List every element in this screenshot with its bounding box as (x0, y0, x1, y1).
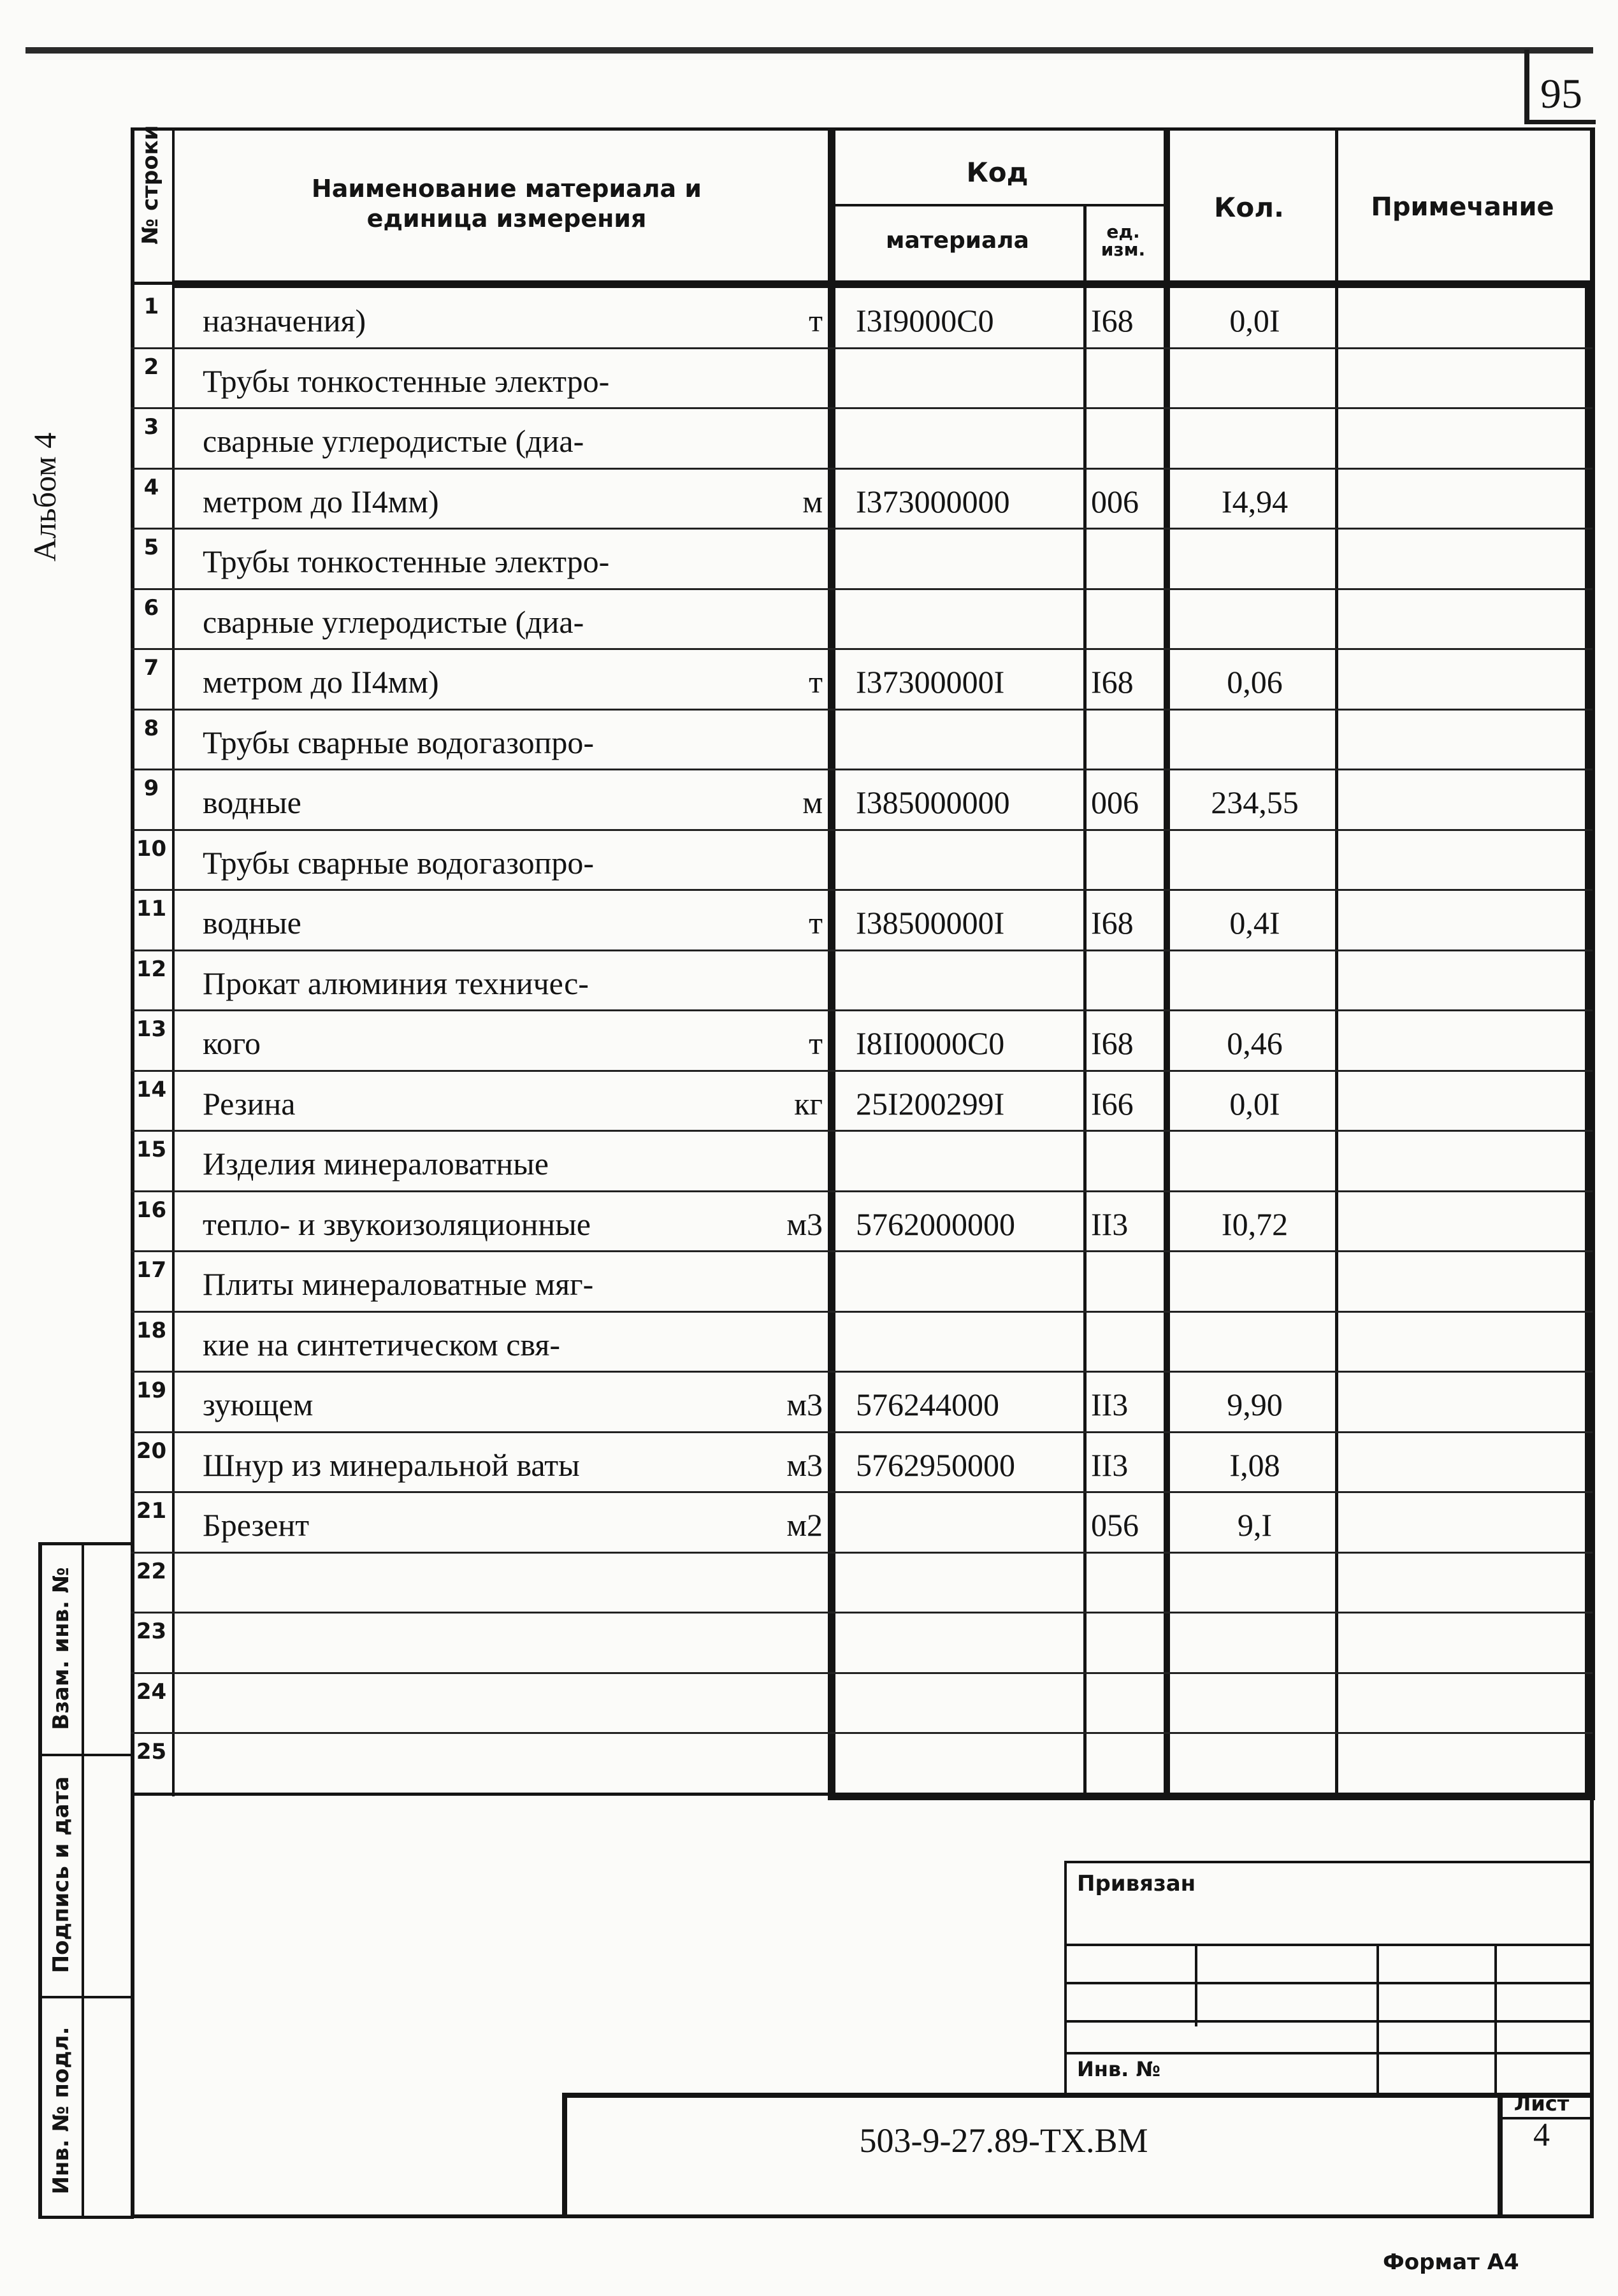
material-code: 5762950000 (856, 1447, 1015, 1483)
sheet-number: 95 (1540, 71, 1582, 117)
header-code-material: материала (886, 227, 1029, 254)
row-number: 23 (136, 1619, 167, 1644)
row-line (131, 648, 1593, 650)
material-name: Шнур из минеральной ваты (203, 1447, 580, 1483)
unit-of-measure: м (802, 784, 823, 820)
header-note: Примечание (1371, 192, 1554, 222)
unit-of-measure: м2 (786, 1507, 823, 1543)
title-block-sheet-label: Лист (1513, 2091, 1570, 2116)
row-line (131, 829, 1593, 831)
row-number: 22 (136, 1558, 167, 1584)
material-name: Брезент (203, 1507, 310, 1543)
row-line (131, 1371, 1593, 1373)
material-name: кого (203, 1025, 261, 1061)
unit-of-measure: м (802, 483, 823, 519)
material-name: Резина (203, 1085, 296, 1122)
unit-code: I68 (1091, 905, 1134, 941)
sheet-number-box-left-edge (1524, 50, 1529, 123)
header-row-number: № строки (138, 125, 163, 245)
material-name: зующем (203, 1387, 314, 1422)
row-line (131, 528, 1593, 530)
row-number: 1 (143, 294, 159, 319)
unit-code: 056 (1091, 1507, 1139, 1543)
row-number: 5 (143, 535, 159, 560)
row-number: 19 (136, 1378, 167, 1403)
table-right-thick (1585, 280, 1591, 1796)
material-code: I37300000I (856, 664, 1005, 700)
row-line (131, 889, 1593, 891)
attached-left (1064, 1861, 1067, 2097)
unit-code: II3 (1091, 1387, 1129, 1422)
material-code: I3I9000C0 (856, 303, 994, 338)
material-name: кие на синтетическом свя- (203, 1326, 561, 1362)
material-name: сварные углеродистые (диа- (203, 423, 584, 459)
row-line (131, 769, 1593, 770)
unit-code: 006 (1091, 784, 1139, 820)
attached-line-2 (1064, 1982, 1590, 1984)
material-name: метром до II4мм) (203, 664, 439, 700)
material-name: водные (203, 905, 301, 941)
side-stamp-split-2 (38, 1996, 134, 1998)
row-number: 11 (136, 896, 167, 921)
material-name: водные (203, 784, 301, 820)
row-line (131, 1491, 1593, 1493)
row-line (131, 1552, 1593, 1554)
row-number: 21 (136, 1498, 167, 1524)
row-line (131, 1009, 1593, 1011)
material-name: метром до II4мм) (203, 483, 439, 519)
row-line (131, 407, 1593, 409)
side-stamp-inv-orig: Инв. № подл. (48, 2026, 74, 2195)
row-number: 12 (136, 956, 167, 982)
quantity: I0,72 (1221, 1206, 1289, 1242)
column-line-code (1083, 204, 1087, 1796)
unit-of-measure: м3 (786, 1387, 823, 1422)
material-name: Плиты минераловатные мяг- (203, 1266, 594, 1302)
row-number: 13 (136, 1016, 167, 1042)
title-block-sheet-value: 4 (1533, 2116, 1550, 2153)
attached-vline-2 (1376, 1944, 1379, 2097)
title-frame-top (562, 2093, 1594, 2098)
material-code: 576244000 (856, 1387, 999, 1422)
title-block-left (131, 1796, 134, 2218)
column-line-qty (1335, 127, 1338, 1796)
row-line (131, 1311, 1593, 1313)
header-bottom-border (172, 280, 1595, 288)
quantity: I4,94 (1221, 483, 1289, 519)
quantity: 9,90 (1227, 1387, 1283, 1422)
top-border-rule (25, 47, 1593, 54)
column-line-number (172, 127, 175, 1796)
table-bottom-border (131, 1793, 832, 1796)
quantity: 0,46 (1227, 1025, 1283, 1061)
table-top-border (131, 127, 1595, 131)
row-line (131, 1612, 1593, 1614)
attached-line-1 (1064, 1944, 1590, 1946)
row-number: 18 (136, 1317, 167, 1343)
row-number: 17 (136, 1257, 167, 1283)
quantity: I,08 (1229, 1447, 1280, 1483)
side-stamp-outer-left (38, 1542, 42, 2218)
side-stamp-inner-line (82, 1542, 84, 2218)
unit-code: I68 (1091, 1025, 1134, 1061)
row-number: 7 (143, 655, 159, 681)
header-code-split (832, 204, 1166, 206)
row-number: 20 (136, 1438, 167, 1464)
material-name: назначения) (203, 303, 366, 338)
side-stamp-bottom (38, 2216, 134, 2219)
row-number: 15 (136, 1137, 167, 1162)
row-line (131, 949, 1593, 951)
material-name: Изделия минераловатные (203, 1146, 549, 1181)
unit-of-measure: кг (794, 1085, 823, 1122)
unit-code: II3 (1091, 1206, 1129, 1242)
attached-line-3 (1064, 2020, 1590, 2023)
quantity: 0,06 (1227, 664, 1283, 700)
side-stamp-signature-date: Подпись и дата (48, 1776, 74, 1974)
material-name: Прокат алюминия техничес- (203, 965, 589, 1001)
row-number: 6 (143, 595, 159, 621)
row-number: 2 (143, 354, 159, 380)
side-stamp-replaced-inv: Взам. инв. № (48, 1567, 74, 1730)
header-unit-code: ед. изм. (1101, 220, 1146, 260)
header-code: Код (966, 156, 1029, 188)
header-material-name: Наименование материала и единица измерения (311, 174, 702, 233)
material-code: 5762000000 (856, 1206, 1015, 1242)
unit-code: II3 (1091, 1447, 1129, 1483)
material-code: I8II0000C0 (856, 1025, 1005, 1061)
row-number: 16 (136, 1197, 167, 1223)
material-code: I385000000 (856, 784, 1010, 820)
row-line (131, 1190, 1593, 1192)
title-block-bottom (131, 2214, 1594, 2218)
row-line (131, 1672, 1593, 1674)
material-name: Трубы тонкостенные электро- (203, 544, 610, 579)
row-line (131, 1070, 1593, 1072)
column-line-name (828, 127, 835, 1796)
attached-vline-1 (1195, 1944, 1197, 2026)
material-name: Трубы сварные водогазопро- (203, 844, 595, 881)
quantity: 9,I (1237, 1507, 1273, 1543)
quantity: 0,0I (1229, 1085, 1280, 1122)
unit-of-measure: м3 (786, 1447, 823, 1483)
album-label: Альбом 4 (27, 432, 62, 562)
quantity: 234,55 (1211, 784, 1299, 820)
row-number: 4 (143, 474, 159, 500)
row-number: 3 (143, 414, 159, 440)
title-block-document-code: 503-9-27.89-ТХ.ВМ (859, 2121, 1148, 2160)
material-name: Трубы тонкостенные электро- (203, 363, 610, 399)
title-block-attached: Привязан (1077, 1871, 1196, 1896)
title-block-inv-no: Инв. № (1077, 2057, 1160, 2081)
row-line (131, 588, 1593, 590)
row-number: 8 (143, 715, 159, 741)
unit-of-measure: т (809, 664, 823, 700)
row-line (131, 1250, 1593, 1252)
unit-code: 006 (1091, 483, 1139, 519)
sheet-number-box-bottom-edge (1524, 120, 1596, 124)
quantity: 0,0I (1229, 303, 1280, 338)
title-frame-left (562, 2093, 567, 2218)
side-stamp-split-1 (38, 1754, 134, 1756)
material-name: Трубы сварные водогазопро- (203, 724, 595, 760)
row-number: 14 (136, 1076, 167, 1102)
unit-of-measure: т (809, 303, 823, 338)
table-bottom-thick (828, 1793, 1595, 1800)
attached-line-4 (1064, 2052, 1590, 2054)
row-number: 25 (136, 1739, 167, 1765)
format-label: Формат А4 (1383, 2249, 1519, 2275)
sheet-box-left (1498, 2093, 1503, 2218)
material-name: сварные углеродистые (диа- (203, 603, 584, 640)
unit-of-measure: м3 (786, 1206, 823, 1242)
material-code: 25I200299I (856, 1085, 1005, 1122)
row-line (131, 1130, 1593, 1132)
unit-code: I68 (1091, 664, 1134, 700)
row-number: 24 (136, 1679, 167, 1705)
row-line (131, 347, 1593, 349)
side-stamp-top (38, 1542, 134, 1545)
row-line (131, 709, 1593, 711)
unit-of-measure: т (809, 1025, 823, 1061)
quantity: 0,4I (1229, 905, 1280, 941)
unit-code: I68 (1091, 303, 1134, 338)
row-number: 9 (143, 776, 159, 801)
unit-of-measure: т (809, 905, 823, 941)
material-name: тепло- и звукоизоляционные (203, 1206, 591, 1242)
row-line (131, 1431, 1593, 1433)
unit-code: I66 (1091, 1085, 1134, 1122)
attached-vline-3 (1494, 1944, 1497, 2097)
attached-top (1064, 1861, 1590, 1863)
column-line-unit (1164, 127, 1170, 1796)
header-bottom-border-num (131, 282, 172, 285)
material-code: I373000000 (856, 483, 1010, 519)
row-line (131, 468, 1593, 470)
title-block-right (1590, 1796, 1594, 2218)
header-quantity: Кол. (1214, 191, 1284, 223)
row-line (131, 1732, 1593, 1734)
material-code: I38500000I (856, 905, 1005, 941)
row-number: 10 (136, 835, 167, 862)
